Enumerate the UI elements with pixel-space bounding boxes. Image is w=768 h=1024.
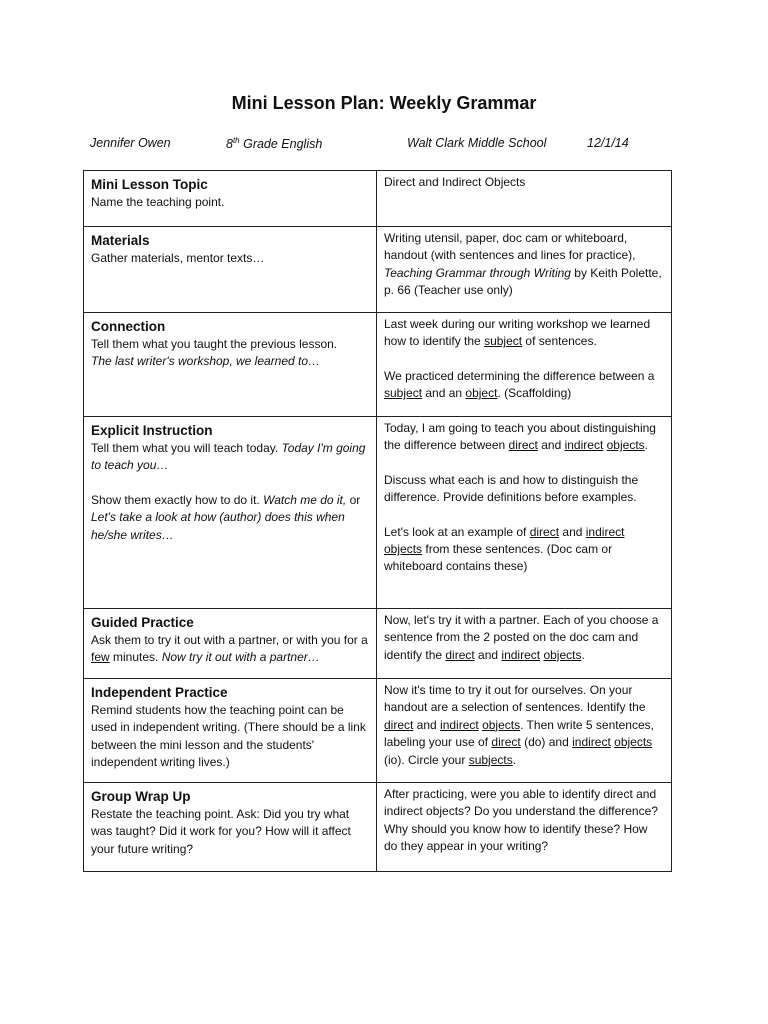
- underlined-term: indirect: [501, 647, 541, 662]
- materials-content: [384, 230, 664, 300]
- row-label-cell: [84, 679, 377, 783]
- underlined-term: objects: [482, 717, 521, 732]
- section-description: Gather materials, mentor texts…: [91, 251, 265, 265]
- table-row: [84, 313, 672, 417]
- text-span: or: [346, 492, 361, 507]
- grade-suffix: th: [232, 136, 240, 145]
- text-span: (do) and: [520, 735, 573, 750]
- text-span: of sentences.: [522, 334, 597, 349]
- italic-example: Now try it out with a partner…: [158, 650, 320, 665]
- text-span: minutes.: [109, 650, 159, 665]
- row-content-cell: [377, 227, 672, 313]
- underlined-term: few: [91, 650, 110, 665]
- underlined-term: direct: [529, 524, 560, 539]
- text-span: Ask them to try it out with a partner, or with you for a: [91, 633, 368, 647]
- table-row: [84, 227, 672, 313]
- italic-example: Today I'm going to teach you…: [91, 441, 366, 473]
- section-description: Name the teaching point.: [91, 195, 225, 209]
- underlined-term: indirect: [572, 735, 611, 750]
- row-content-cell: [377, 679, 672, 783]
- explicit-paragraph-3: [384, 524, 664, 576]
- grade-course: Grade English: [239, 137, 323, 152]
- text-span: .: [644, 438, 648, 453]
- explicit-paragraph-1: [384, 420, 664, 455]
- text-span: .: [581, 647, 585, 662]
- section-description: Restate the teaching point. Ask: Did you try what was taught? Did it work for you? How will it affect your future writing?: [91, 807, 351, 856]
- text-span: We practiced determining the difference between a: [384, 368, 655, 383]
- text-span: Writing utensil, paper, doc cam or whiteboard, handout (with sentences and lines for practice),: [384, 231, 636, 263]
- row-content-cell: [377, 171, 672, 227]
- text-span: Show them exactly how to do it.: [91, 492, 260, 507]
- lesson-plan-table: [83, 170, 672, 872]
- text-span: by Keith Polette, p. 66 (Teacher use only): [384, 265, 662, 298]
- underlined-term: subjects: [468, 752, 513, 767]
- section-heading: Independent Practice: [91, 685, 228, 700]
- lesson-date: 12/1/14: [587, 136, 629, 150]
- topic-content: Direct and Indirect Objects: [384, 175, 526, 189]
- connection-paragraph-1: [384, 316, 664, 351]
- row-label-cell: [84, 313, 377, 417]
- connection-paragraph-2: [384, 368, 664, 403]
- underlined-term: direct: [445, 647, 475, 662]
- section-heading: Mini Lesson Topic: [91, 177, 208, 192]
- row-label-cell: [84, 227, 377, 313]
- section-description: [91, 440, 369, 475]
- table-row: [84, 679, 672, 783]
- teacher-name: Jennifer Owen: [90, 136, 171, 150]
- guided-content: [384, 612, 664, 664]
- text-span: and an: [422, 386, 466, 401]
- book-title: Teaching Grammar through Writing: [384, 265, 571, 280]
- row-label-cell: [84, 609, 377, 679]
- text-span: .: [512, 752, 517, 767]
- text-span: (io). Circle your: [384, 752, 469, 767]
- table-row: [84, 417, 672, 609]
- section-example: The last writer's workshop, we learned to…: [91, 354, 321, 369]
- text-span: Last week during our writing workshop we learned how to identify the: [384, 317, 651, 349]
- section-heading: Guided Practice: [91, 615, 194, 630]
- underlined-term: objects: [606, 438, 645, 453]
- text-span: and: [559, 524, 586, 539]
- text-span: Today, I am going to teach you about distinguishing the difference between: [384, 421, 656, 453]
- row-label-cell: [84, 171, 377, 227]
- wrapup-content: After practicing, were you able to identify direct and indirect objects? Do you understand the difference? Why should you know how to identify these? How do they appear in your writing?: [384, 787, 658, 854]
- underlined-term: objects: [384, 542, 423, 557]
- text-span: and: [413, 717, 441, 732]
- underlined-term: object: [465, 386, 498, 401]
- italic-example: Watch me do it,: [259, 492, 347, 507]
- underlined-term: indirect: [585, 524, 625, 539]
- table-row: [84, 609, 672, 679]
- section-heading: Explicit Instruction: [91, 423, 213, 438]
- underlined-term: objects: [543, 647, 582, 662]
- text-span: . Then write 5 sentences, labeling your use of: [384, 717, 654, 750]
- page-title: Mini Lesson Plan: Weekly Grammar: [231, 93, 537, 113]
- section-description: Remind students how the teaching point can be used in independent writing. (There should be a link between the mini lesson and the students' independent writing lives.): [91, 703, 366, 770]
- explicit-paragraph-2: Discuss what each is and how to distinguish the difference. Provide definitions before examples.: [384, 472, 639, 505]
- text-span: Now, let's try it with a partner. Each of you choose a sentence from the 2 posted on the doc cam and identify the: [384, 613, 659, 662]
- row-label-cell: [84, 783, 377, 872]
- row-content-cell: [377, 783, 672, 872]
- section-description: [91, 632, 369, 667]
- underlined-term: subject: [484, 334, 523, 349]
- text-span: from these sentences. (Doc cam or whiteboard contains these): [384, 542, 613, 574]
- row-content-cell: [377, 313, 672, 417]
- underlined-term: direct: [491, 735, 521, 750]
- section-description: Tell them what you taught the previous lesson.: [91, 337, 338, 351]
- independent-content: [384, 682, 664, 769]
- section-heading: Materials: [91, 233, 150, 248]
- text-span: Now it's time to try it out for ourselves. On your handout are a selection of sentences. Identify the: [384, 683, 646, 715]
- grade-label: [226, 136, 322, 151]
- text-span: Tell them what you will teach today.: [91, 441, 279, 455]
- underlined-term: objects: [614, 735, 653, 750]
- table-row: [84, 171, 672, 227]
- underlined-term: indirect: [564, 438, 604, 453]
- section-heading: Connection: [91, 319, 166, 334]
- underlined-term: subject: [384, 386, 423, 401]
- underlined-term: indirect: [440, 717, 479, 732]
- grade-number: 8: [226, 137, 233, 152]
- text-span: and: [537, 438, 565, 453]
- school-name: Walt Clark Middle School: [407, 136, 547, 150]
- row-content-cell: [377, 417, 672, 609]
- text-span: . (Scaffolding): [497, 386, 572, 401]
- section-description-2: [91, 492, 369, 544]
- text-span: and: [474, 647, 502, 662]
- table-row: [84, 783, 672, 872]
- text-span: Let's look at an example of: [384, 524, 530, 539]
- row-content-cell: [377, 609, 672, 679]
- underlined-term: direct: [508, 438, 538, 453]
- row-label-cell: [84, 417, 377, 609]
- underlined-term: direct: [384, 717, 414, 732]
- italic-example: Let's take a look at how (author) does this when he/she writes…: [91, 510, 345, 542]
- section-heading: Group Wrap Up: [91, 789, 191, 804]
